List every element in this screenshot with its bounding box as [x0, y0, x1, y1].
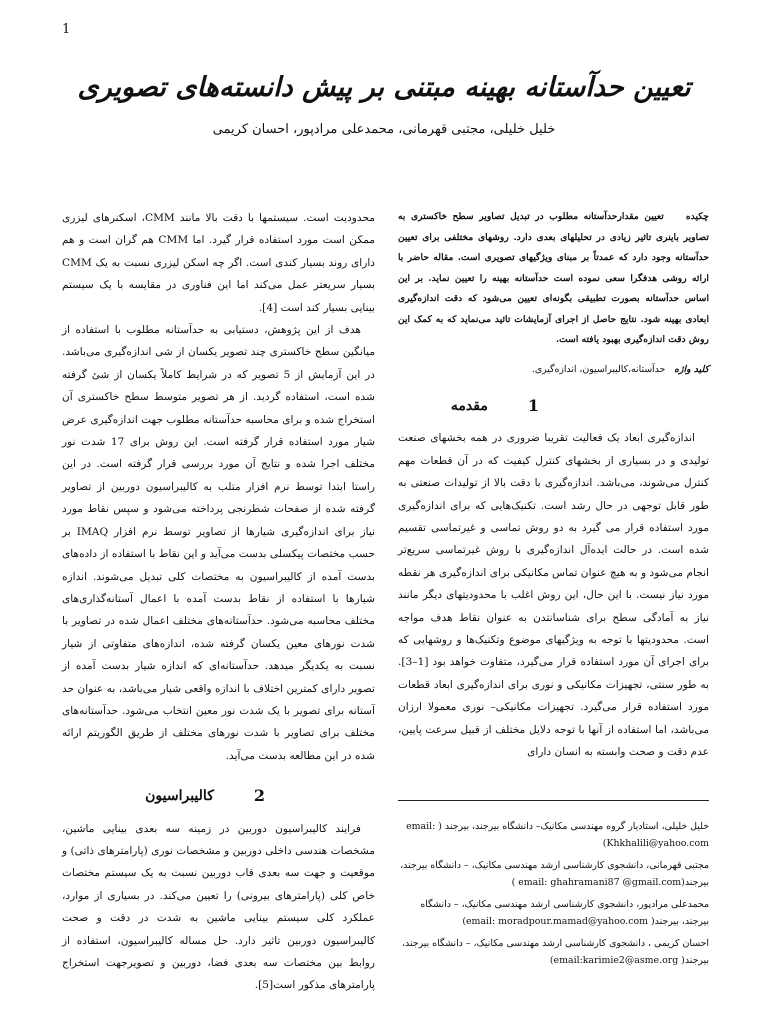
introduction-paragraph: اندازه‌گیری ابعاد یک فعالیت تقریبا ضروری در همه بخشهای صنعت تولیدی و در بسیاری از بخشهای کنترل کیفیت که در آن قطعات مهم کنترل می‌شوند، می‌باشد. اندازه‌گیری با دقت بالا از تولیدات صنعتی به طور قابل توجهی در حال رشد است. تکنیک‌هایی که برای اندازه‌گیری مورد استفاده قرار می گیرد به دو روش تماسی و غیرتماسی تقسیم شده است. در حالت ایده‌آل اندازه‌گیری با روش غیرتماسی سریع‌تر انجام می‌شود و به هیچ عنوان تماس مکانیکی برای اندازه‌گیری هر نقطه مورد نیاز نیست. با این حال، این روش اغلب با محدودیتهای دیگر مانند نیاز به آمادگی سطح برای شناسانتدن به عنوان نقاط هدف مواجه است. محدودیتها با توجه به ویژگیهای موضوع وتکنیک‌ها و روشهایی که برای اجرای آن مورد استفاده قرار می‌گیرد، متفاوت خواهد بود [1–3]. به طور سنتی، تجهیزات مکانیکی و نوری برای اندازه‌گیری ابعاد قطعات مورد استفاده قرار می‌گیرد. تجهیزات مکانیکی– نوری معمولا ارزان می‌باشد، اما استفاده از آنها با توجه دلایل مختلف از قبیل سرعت پایین، عدم دقت و صحت وابسته به انسان دارای	[398, 432, 709, 758]
footnote: محمدعلی مرادپور، دانشجوی کارشناسی ارشد مهندسی مکانیک، – دانشگاه بیرجند، بیرجند( email: moradpour.mamad@yahoo.com)	[420, 899, 709, 927]
keywords	[398, 359, 709, 381]
section-heading-calibration	[62, 785, 375, 807]
abstract-label: چکیده	[685, 211, 709, 222]
abstract	[398, 207, 709, 351]
abstract-text: تعیین مقدارحدآستانه مطلوب در تبدیل تصاویر سطح خاکستری به تصاویر باینری تاثیر زیادی در تحلیلهای بعدی دارد. روشهای مختلفی برای تعیین حدآستانه وجود دارد که عمدتاً بر مبنای ویژگیهای تصویری است. مقاله حاضر با ارائه روشی هدفگرا سعی نموده است حدآستانه بهینه را تعیین نماید. بر این اساس حدآستانه بصورت تطبیقی بگونه‌ای تعیین می‌شود که دقت اندازه‌گیری ابعادی بهینه شود. نتایج حاصل از اجرای آزمایشات تائید می‌نماید که به کمک این روش دقت اندازه‌گیری بهبود یافته است.	[398, 211, 709, 345]
section-title: مقدمه	[450, 397, 488, 414]
footnote: مجتبی قهرمانی، دانشجوی کارشناسی ارشد مهندسی مکانیک، – دانشگاه بیرجند، بیرجند(email: ghahramani87 @gmail.com )	[400, 860, 709, 888]
paper-title: تعیین حدآستانه بهینه مبتنی بر پیش دانسته‌های تصویری	[77, 72, 691, 103]
keywords-text: حدآستانه،کالیبراسیون، اندازه‌گیری.	[531, 363, 666, 375]
section-number: 2	[253, 786, 265, 806]
left-column	[62, 207, 375, 997]
body-paragraph: هدف از این پژوهش، دستیابی به حدآستانه مطلوب با استفاده از میانگین سطح خاکستری چند تصویر یکسان از شی اندازه‌گیری می‌باشد. در این آزمایش از 5 تصویر که در شرایط کاملاً یکسان از شئ گرفته شده است، استفاده گردید. از هر تصویر متوسط سطح خاکستری آن استخراج شده و برای محاسبه حدآستانه مطلوب جهت اندازه‌گیری عرض شیار مورد استفاده قرار گرفته است. این روش برای 17 شدت نور مختلف اجرا شده و نتایج آن مورد بررسی قرار گرفته است. در این راستا ابتدا توسط نرم افزار متلب به کالیبراسیون دوربین از تصاویر گرفته شده از صفحات شطرنجی پرداخته می‌شود و سپس نقاط مورد نیاز برای اندازه‌گیری شیارها از تصاویر توسط نرم افزار IMAQ بر حسب مختصات پیکسلی بدست می‌آید و این نقاط با استفاده از داده‌های بدست آمده از کالیبراسیون به مختصات کلی تبدیل می‌شوند. اندازه شیارها با استفاده از نقاط بدست آمده با اعمال آستانه‌گذاری‌های مختلف محاسبه می‌شود. حدآستانه‌های مختلف اعمال شده در تصاویر با شدت نورهای معین یکسان گرفته شده، اندازه‌های متفاوتی از شیار نسبت به یکدیگر میدهد. حدآستانه‌ای که اندازه شیار بدست آمده از تصویر دارای کمترین اختلاف با اندازه واقعی شیار می‌باشد، به عنوان حد آستانه برای تصویر با یک شدت نور معین انتخاب می‌شود. حدآستانه‌های مختلف برای تصاویر با شدت نورهای مختلف از طریق الگوریتم ارائه شده در این مطالعه بدست می‌آید.	[62, 324, 376, 762]
section-title: کالیبراسیون	[145, 788, 214, 805]
section-number: 1	[527, 395, 539, 415]
footnotes	[398, 800, 709, 975]
footnote: احسان کریمی ، دانشجوی کارشناسی ارشد مهندسی مکانیک، – دانشگاه بیرجند، بیرجند( email:karimie2@asme.org)	[402, 938, 709, 966]
page-number: 1	[62, 22, 71, 37]
section-heading-introduction	[398, 395, 709, 417]
keywords-label: کلید واژه	[674, 363, 709, 375]
body-paragraph: محدودیت است. سیستمها با دقت بالا مانند CMM، اسکنرهای لیزری ممکن است مورد استفاده قرار گیرد. اما CMM هم گران است و هم دارای روند بسیار کندی است. اگر چه اسکن لیزری نسبت به یک CMM بسیار سریعتر عمل می‌کند اما این فناوری در مقایسه با یک سیستم بینایی بسیار کند است [4].	[62, 212, 376, 314]
author-list: خلیل خلیلی، مجتبی قهرمانی، محمدعلی مرادپور، احسان کریمی	[212, 122, 556, 137]
calibration-paragraph: فرایند کالیبراسیون دوربین در زمینه سه بعدی بینایی ماشین، مشخصات هندسی داخلی دوربین و مشخصات نوری (پارامترهای ذاتی) و موقعیت و جهت سه بعدی قاب دوربین نسبت به یک سیستم مختصات خاص کلی (پارامترهای بیرونی) را تعیین می‌کند. در بسیاری از موارد، عملکرد کلی سیستم بینایی ماشین به شدت در دقت و صحت کالیبراسیون دوربین تاثیر دارد. حل مساله کالیبراسیون، استفاده از روابط بین مختصات سه بعدی فضا، دوربین و تصویرجهت استخراج پارامترهای مذکور است[5].	[62, 822, 375, 992]
right-column	[398, 207, 709, 763]
footnote: خلیل خلیلی، استادیار گروه مهندسی مکانیک– دانشگاه بیرجند، بیرجند ( email: Khkhalili@yahoo.com)	[406, 821, 709, 849]
